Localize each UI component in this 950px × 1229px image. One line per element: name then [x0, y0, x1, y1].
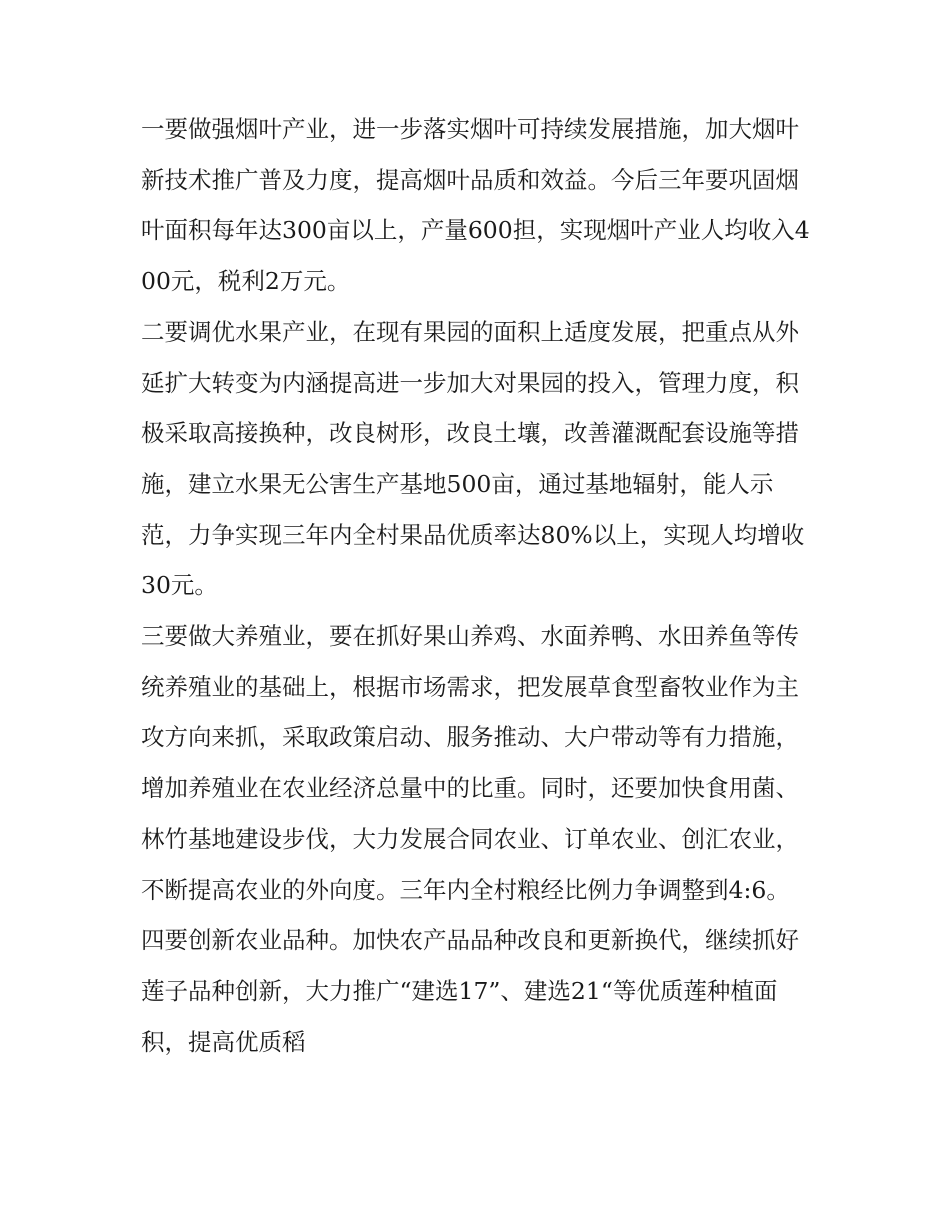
paragraph-breeding: 三要做大养殖业，要在抓好果山养鸡、水面养鸭、水田养鱼等传统养殖业的基础上，根据市场需求，把发展草食型畜牧业作为主攻方向来抓，采取政策启动、服务推动、大户带动等有力措施，增加养殖业在农业经济总量中的比重。同时，还要加快食用菌、林竹基地建设步伐，大力发展合同农业、订单农业、创汇农业，不断提高农业的外向度。三年内全村粮经比例力争调整到4:6。 — [141, 622, 799, 904]
document-body — [141, 104, 816, 1067]
paragraph-fruit: 二要调优水果产业，在现有果园的面积上适度发展，把重点从外延扩大转变为内涵提高进一步加大对果园的投入，管理力度，积极采取高接换种，改良树形，改良土壤，改善灌溉配套设施等措施，建立水果无公害生产基地500亩，通过基地辐射，能人示范，力争实现三年内全村果品优质率达80%以上，实现人均增收30元。 — [141, 317, 805, 600]
paragraph-tobacco: 一要做强烟叶产业，进一步落实烟叶可持续发展措施，加大烟叶新技术推广普及力度，提高烟叶品质和效益。今后三年要巩固烟叶面积每年达300亩以上，产量600担，实现烟叶产业人均收入400元，税利2万元。 — [141, 115, 810, 296]
paragraph-varieties: 四要创新农业品种。加快农产品品种改良和更新换代，继续抓好莲子品种创新，大力推广“建选17”、建选21“等优质莲种植面积，提高优质稻 — [141, 926, 799, 1056]
